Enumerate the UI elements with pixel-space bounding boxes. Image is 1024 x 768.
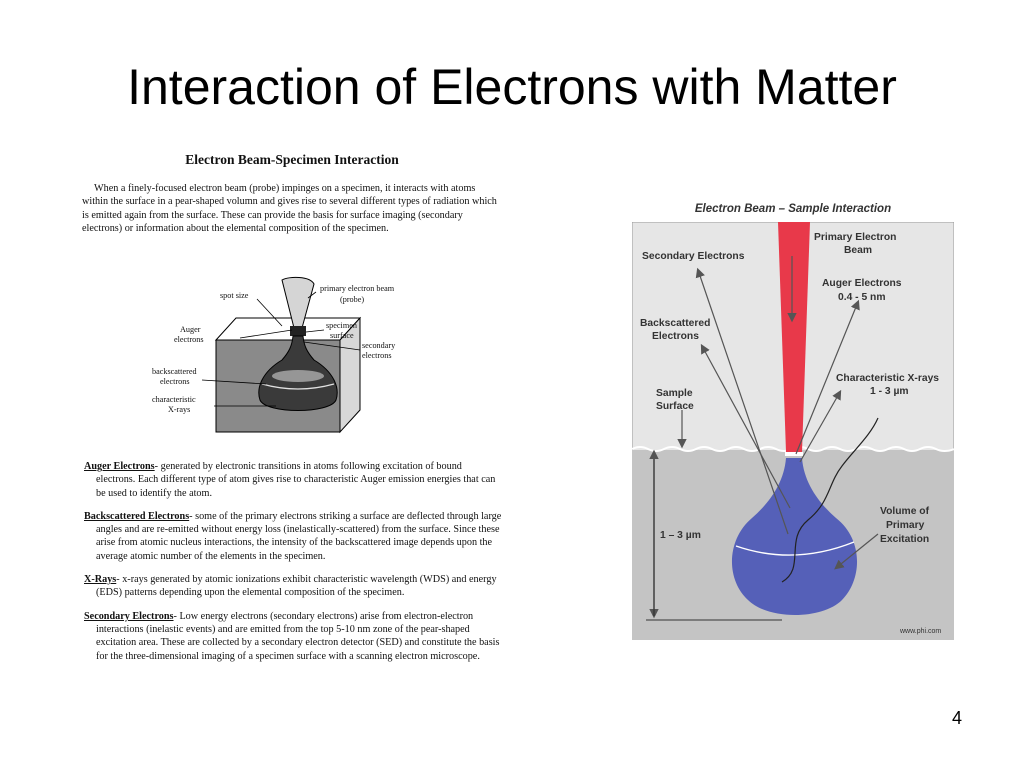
term-name: X-Rays [84,574,117,586]
figure-credit: www.phi.com [900,628,942,635]
mini-label-specimen: specimen [326,321,357,330]
mini-label-secondary: secondary [362,341,396,350]
mini-label-probe: (probe) [340,295,365,304]
term-name: Secondary Electrons [84,610,174,622]
label-depth: 1 – 3 µm [660,530,701,541]
label-backscattered: Backscattered [640,318,711,329]
document-intro: When a finely-focused electron beam (probe) impinges on a specimen, it interacts with atoms within the surface in a pear-shaped volumn and gives rise to several different types of radiation which is emitted again from the surface. These can provide the basis for surface imaging (secondary electrons) or information about the elemental composition of the specimen. [82,183,497,234]
term-name: Backscattered Electrons [84,510,190,522]
term-text: - x-rays generated by atomic ionizations exhibit characteristic wavelength (WDS) and energy (EDS) patterns depending upon the elemental composition of the specimen. [96,574,497,599]
label-characteristic-xrays: Characteristic X-rays [836,373,940,384]
slide-number: 4 [951,708,962,728]
label-backscattered-2: Electrons [652,331,699,342]
slide-title: Interaction of Electrons with Matter [127,59,897,115]
term-backscattered [84,510,502,563]
label-primary-beam: Primary Electron [814,232,897,243]
term-name: Auger Electrons [84,461,155,472]
label-xray-range: 1 - 3 µm [870,386,909,397]
mini-label-primary-beam: primary electron beam [320,284,395,293]
label-volume: Volume of [880,506,930,517]
mini-label-characteristic: characteristic [152,395,196,404]
label-volume-3: Excitation [880,534,930,545]
figure-caption: Electron Beam – Sample Interaction [694,203,892,215]
mini-label-backscattered-electrons: electrons [160,377,190,386]
term-text: - Low energy electrons (secondary electrons) arise from electron-electron interactions (inelastic events) and are emitted from the top 5-10 nm zone of the pear-shaped excitation area. These are collected by a secondary electron detector (SED) and constitute the basis for the three-dimensional imaging of a specimen surface with a scanning electron microscope. [96,610,500,662]
label-auger-electrons: Auger Electrons [822,278,902,289]
term-text: - some of the primary electrons striking a surface are deflected through large angles and are re-emitted without energy loss (inelastically-scattered) from the surface. Since these arise from atomic nucleus interactions, the intensity of the backscattered image depends upon the average atomic number of the elements in the specimen. [96,510,502,562]
mini-label-auger: Auger [180,325,201,334]
label-primary-beam-2: Beam [844,245,873,256]
mini-label-auger-electrons: electrons [174,335,204,344]
mini-label-surface: surface [330,331,354,340]
term-xrays [84,573,502,600]
mini-label-secondary-electrons: electrons [362,351,392,360]
term-text: - generated by electronic transitions in atoms following excitation of bound electrons. Each different type of atom gives rise to characteristic Auger emission energies that can be used to identify the atom. [96,461,496,499]
term-auger [84,460,502,500]
pear-volume-diagram [142,272,432,442]
term-definitions [84,460,502,673]
beam-sample-figure [632,222,954,640]
mini-label-backscattered: backscattered [152,367,197,376]
term-secondary [84,610,502,663]
label-surface: Surface [656,401,694,412]
document-excerpt [82,152,502,235]
document-heading: Electron Beam-Specimen Interaction [185,152,399,167]
label-sample: Sample [656,388,693,399]
label-secondary-electrons: Secondary Electrons [642,251,745,262]
mini-label-spot-size: spot size [220,291,249,300]
label-volume-2: Primary [886,520,925,531]
label-auger-range: 0.4 - 5 nm [838,292,886,303]
mini-label-xrays: X-rays [168,405,191,414]
